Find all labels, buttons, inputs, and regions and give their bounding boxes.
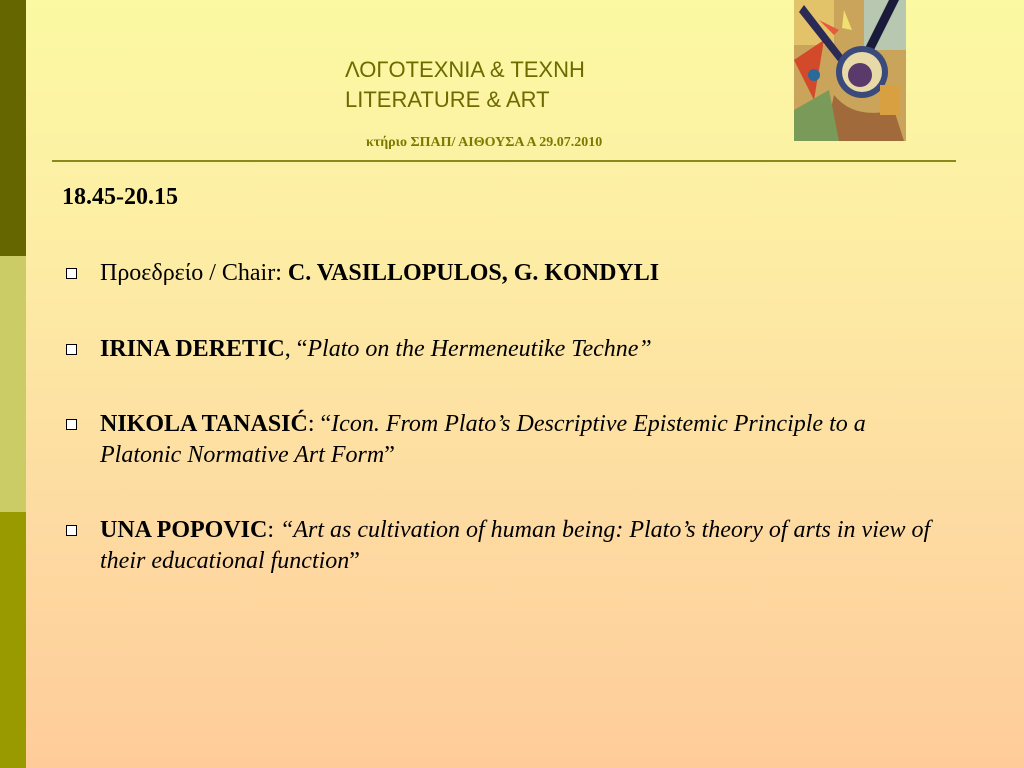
- list-item-chair: [62, 258, 932, 289]
- speaker-name: UNA POPOVIC: [100, 517, 268, 543]
- talk-2-text: [100, 409, 932, 471]
- square-bullet-icon: [66, 525, 77, 536]
- separator: :: [267, 517, 281, 543]
- speaker-name: NIKOLA TANASIĆ: [100, 411, 308, 437]
- venue-date-line: κτήριο ΣΠΑΠ/ ΑΙΘΟΥΣΑ Α 29.07.2010: [366, 135, 603, 150]
- separator: , “: [284, 336, 308, 362]
- talk-title: Plato on the Hermeneutike Techne”: [307, 336, 652, 362]
- title-greek: ΛΟΓΟΤΕΧΝΙΑ & ΤΕΧΝΗ: [345, 57, 585, 82]
- header-divider: [52, 160, 956, 162]
- list-item-talk-1: [62, 334, 932, 365]
- square-bullet-icon: [66, 419, 77, 430]
- chair-names: C. VASILLOPULOS, G. KONDYLI: [287, 260, 660, 286]
- talk-3-text: [100, 515, 932, 577]
- list-item-talk-2: [62, 409, 932, 471]
- talk-1-text: [100, 334, 932, 365]
- chair-label: Προεδρείο / Chair:: [100, 260, 288, 286]
- sidebar-band-middle: [0, 256, 26, 512]
- speaker-name: IRINA DERETIC: [100, 336, 285, 362]
- closing-quote: ”: [384, 442, 395, 468]
- sidebar-band-bottom: [0, 512, 26, 768]
- slide-title: [345, 55, 585, 115]
- chair-text: [100, 258, 932, 289]
- abstract-painting-image: [794, 0, 906, 141]
- separator: : “: [307, 411, 332, 437]
- talk-title: “Art as cultivation of human being: Plato’s theory of arts in view of their educational function: [100, 517, 931, 574]
- square-bullet-icon: [66, 344, 77, 355]
- square-bullet-icon: [66, 268, 77, 279]
- list-item-talk-3: [62, 515, 932, 577]
- closing-quote: ”: [349, 548, 360, 574]
- sidebar-band-top: [0, 0, 26, 256]
- session-time: 18.45-20.15: [62, 184, 178, 210]
- title-english: LITERATURE & ART: [345, 87, 550, 112]
- talk-title: Icon. From Plato’s Descriptive Epistemic Principle to a Platonic Normative Art Form: [100, 411, 866, 468]
